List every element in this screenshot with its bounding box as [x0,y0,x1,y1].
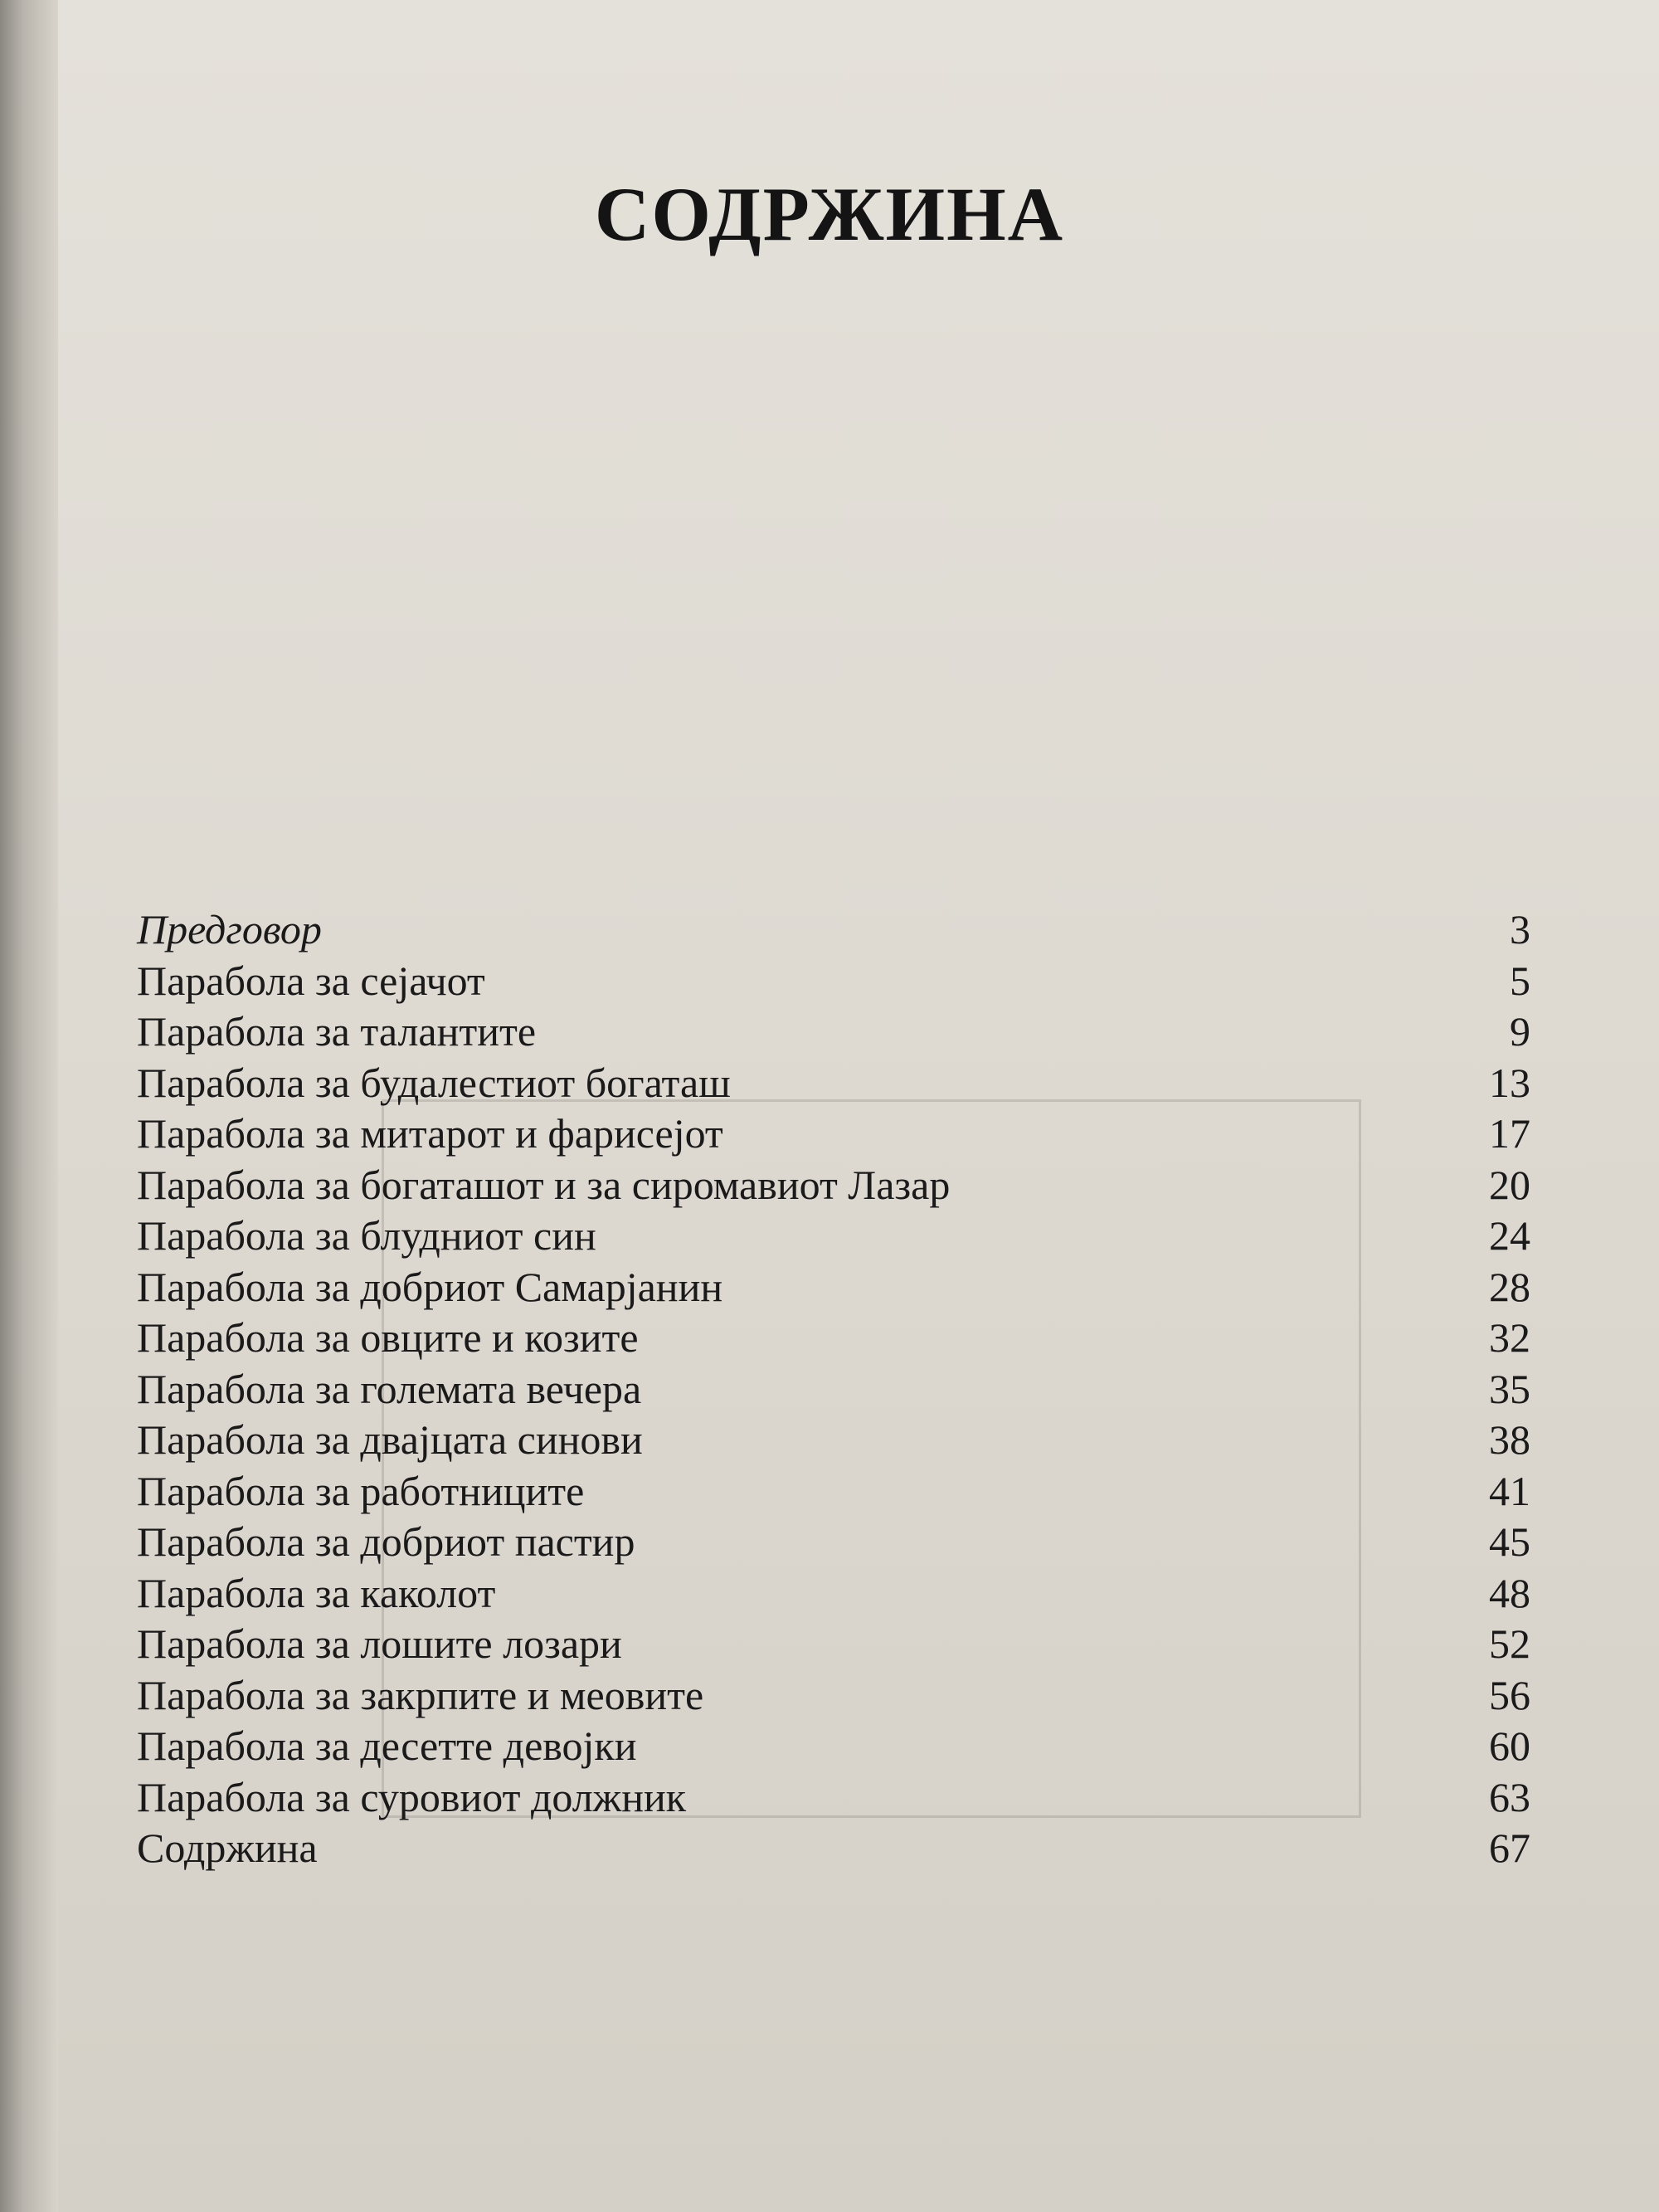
toc-entry [137,904,1547,956]
toc-entry [137,956,1547,1007]
toc-entry-title: Парабола за будалестиот богаташ [137,1059,731,1106]
toc-entry [137,1211,1547,1262]
book-gutter [0,0,58,2212]
toc-entry-title: Парабола за десетте девојки [137,1722,637,1769]
toc-entry [137,1108,1547,1160]
toc-entry-title: Парабола за закрпите и меовите [137,1671,704,1718]
toc-entry-title: Парабола за богаташот и за сиромавиот Лазар [137,1161,951,1208]
toc-entry [137,1415,1547,1466]
toc-entry [137,1721,1547,1772]
toc-entry-title: Парабола за каколот [137,1569,496,1616]
toc-entry-page: 45 [1489,1518,1530,1565]
toc-entry-title: Парабола за двајцата синови [137,1416,643,1463]
toc-entry-page: 3 [1510,906,1530,953]
toc-entry [137,1160,1547,1211]
toc-entry [137,1517,1547,1568]
toc-entry-page: 5 [1510,957,1530,1004]
toc-entry-page: 32 [1489,1314,1530,1361]
toc-entry-page: 56 [1489,1671,1530,1718]
toc-entry [137,1619,1547,1670]
toc-entry-page: 63 [1489,1773,1530,1820]
toc-entry-title: Парабола за митарот и фарисејот [137,1110,723,1157]
toc-entry-title: Парабола за овците и козите [137,1314,639,1361]
toc-entry [137,1772,1547,1824]
toc-entry [137,1823,1547,1874]
toc-entry-title: Парабола за сејачот [137,957,485,1004]
toc-entry [137,1364,1547,1415]
toc-entry-page: 35 [1489,1365,1530,1412]
toc-entry-title: Парабола за добриот пастир [137,1518,635,1565]
toc-entry-page: 20 [1489,1161,1530,1208]
toc-entry-page: 24 [1489,1212,1530,1259]
table-of-contents [137,904,1547,1874]
toc-entry-page: 67 [1489,1825,1530,1871]
toc-entry-title: Парабола за големата вечера [137,1365,642,1412]
toc-entry-title: Парабола за суровиот должник [137,1773,687,1820]
toc-entry-page: 17 [1489,1110,1530,1157]
toc-entry-title: Парабола за талантите [137,1008,537,1055]
toc-entry-page: 52 [1489,1620,1530,1667]
toc-entry [137,1466,1547,1518]
toc-entry-page: 48 [1489,1569,1530,1616]
toc-entry-title: Содржина [137,1825,318,1871]
toc-entry-title: Парабола за работниците [137,1467,585,1514]
toc-entry-page: 38 [1489,1416,1530,1463]
toc-entry [137,1568,1547,1620]
toc-entry [137,1670,1547,1722]
toc-entry [137,1006,1547,1058]
page-title: СОДРЖИНА [594,172,1065,256]
toc-entry-page: 13 [1489,1059,1530,1106]
toc-entry-page: 9 [1510,1008,1530,1055]
toc-entry-page: 28 [1489,1263,1530,1310]
toc-entry-title: Парабола за блудниот син [137,1212,596,1259]
toc-entry [137,1313,1547,1364]
toc-entry-page: 41 [1489,1467,1530,1514]
toc-entry-title: Парабола за добриот Самарјанин [137,1263,723,1310]
toc-entry-title: Предговор [137,906,322,953]
toc-entry [137,1262,1547,1313]
toc-entry [137,1058,1547,1109]
toc-entry-title: Парабола за лошите лозари [137,1620,622,1667]
toc-entry-page: 60 [1489,1722,1530,1769]
